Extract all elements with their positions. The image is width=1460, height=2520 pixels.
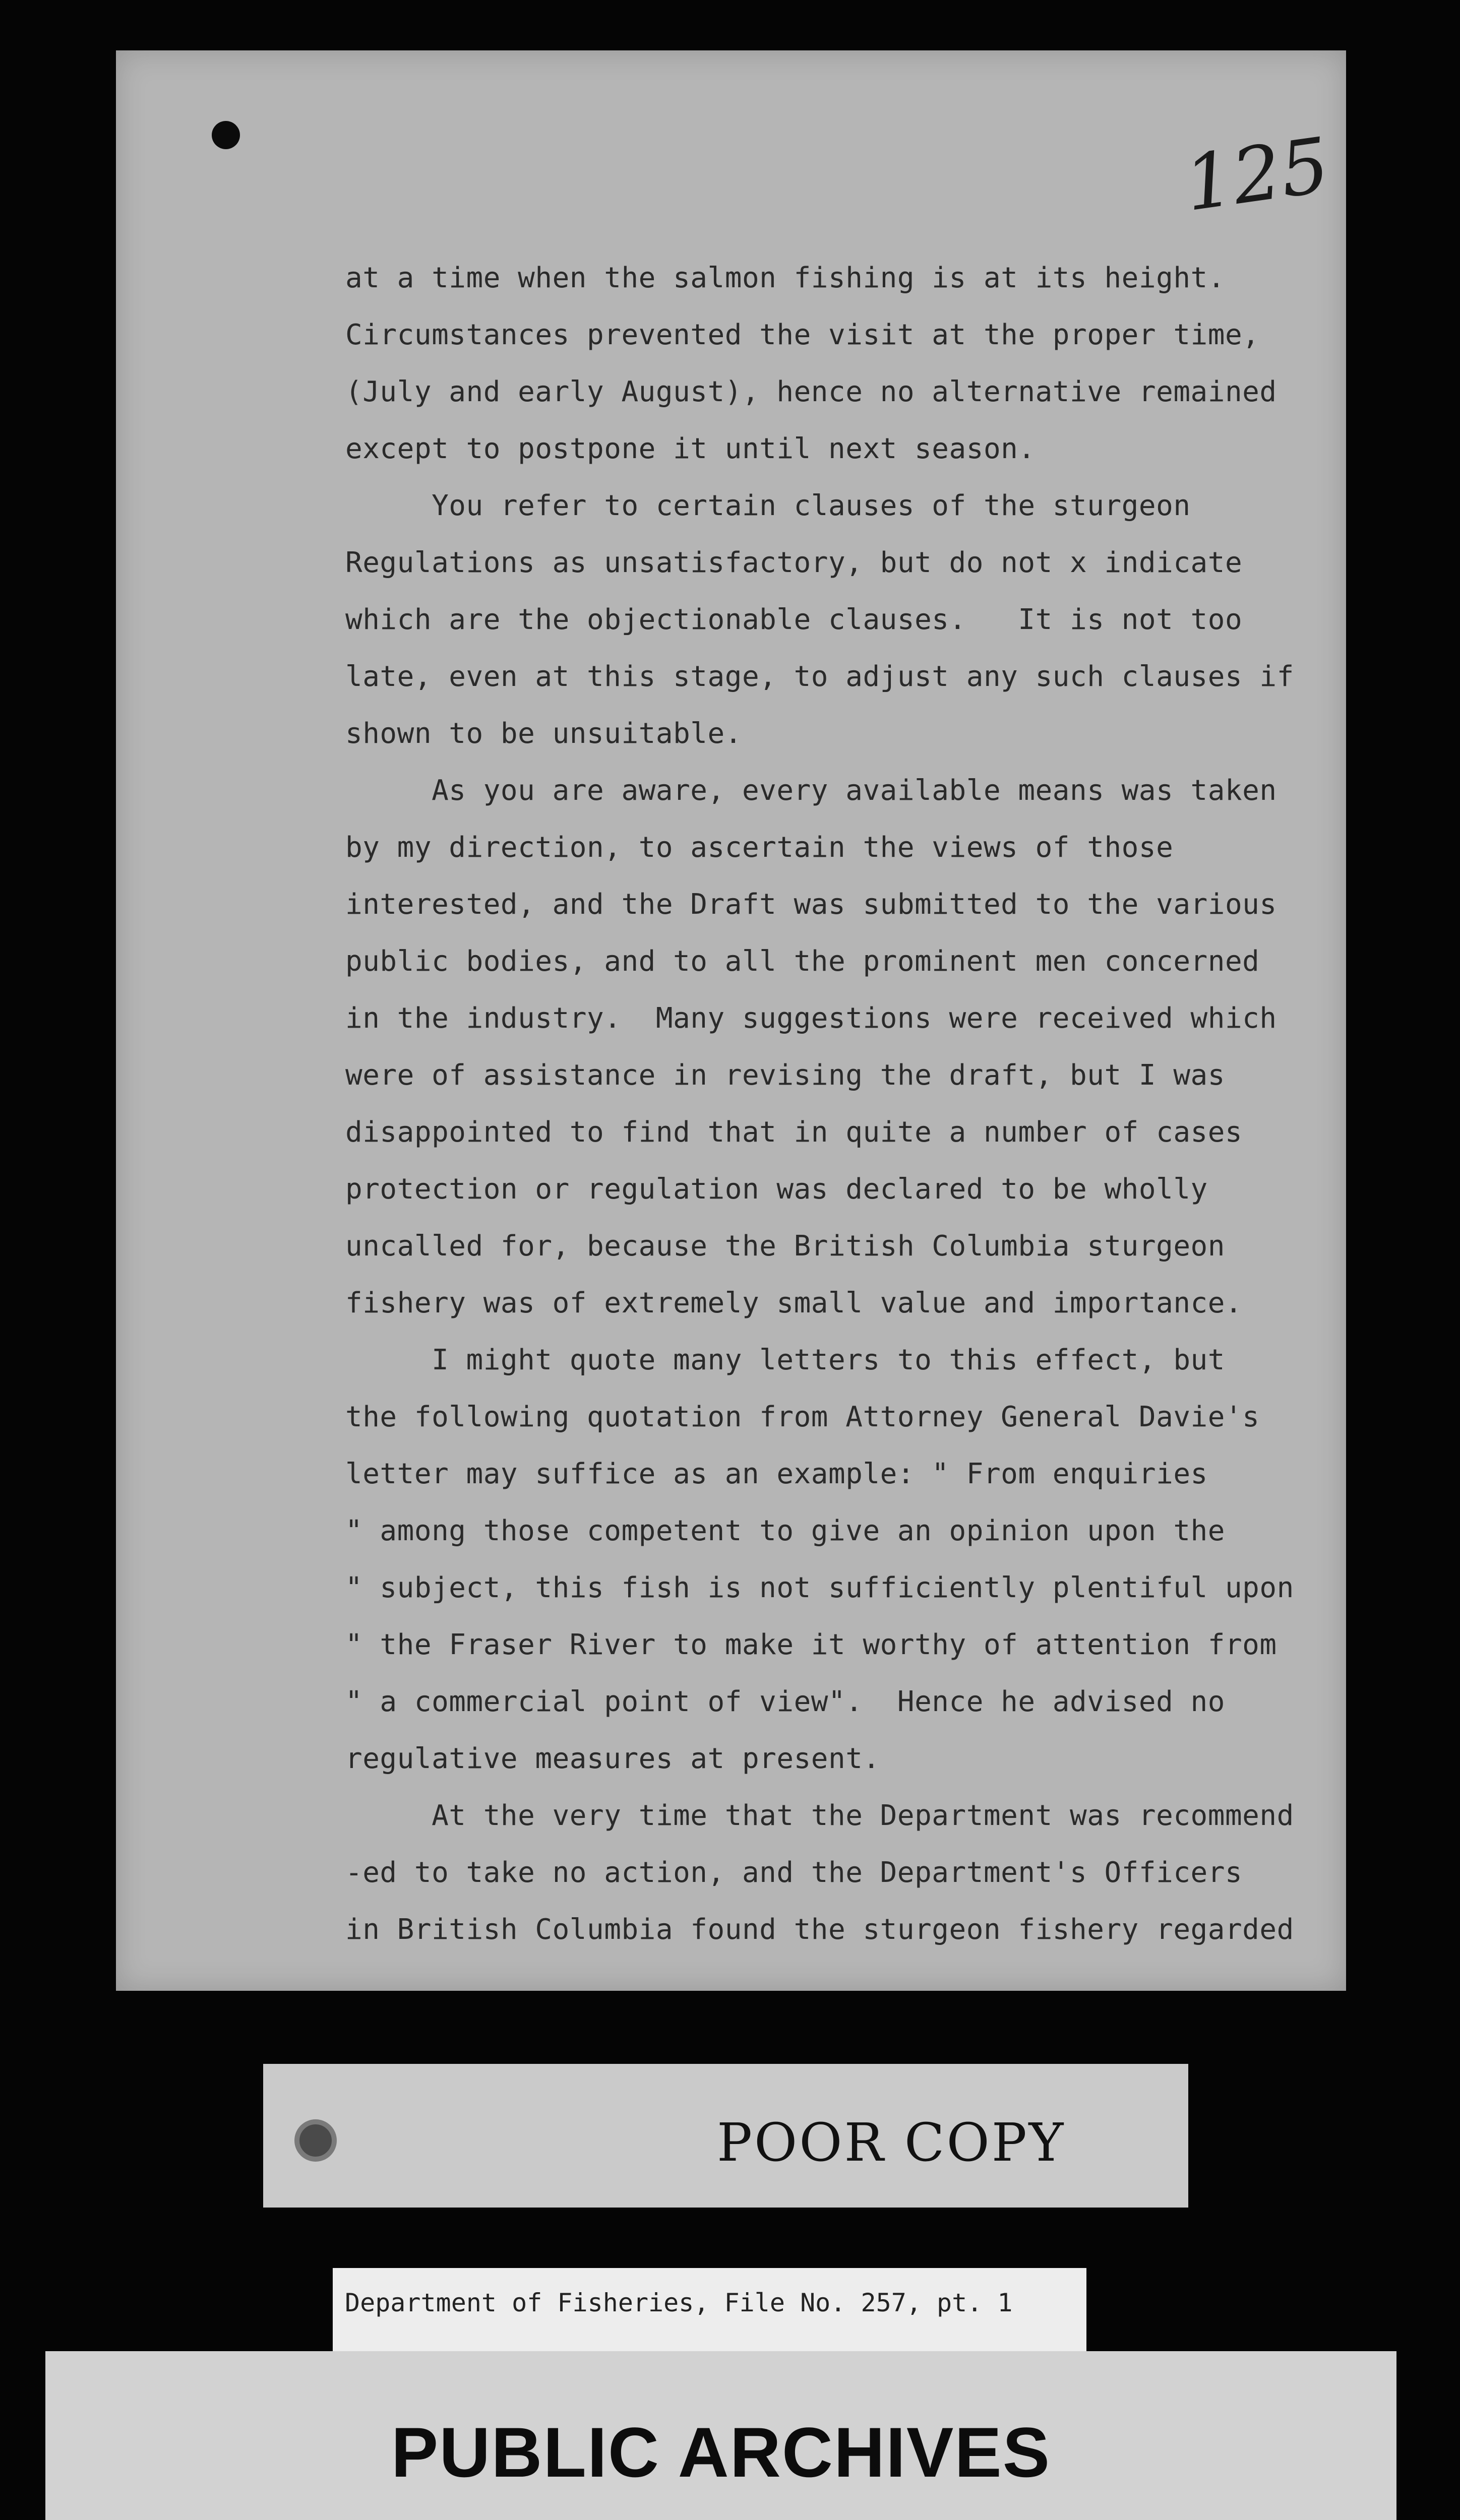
text-line: shown to be unsuitable.	[345, 717, 742, 750]
text-line: I might quote many letters to this effect, but	[345, 1344, 1225, 1376]
text-line: Regulations as unsatisfactory, but do not x indicate	[345, 546, 1243, 579]
text-line: late, even at this stage, to adjust any such clauses if	[345, 660, 1294, 693]
page-number: 125	[1179, 121, 1335, 229]
text-line: were of assistance in revising the draft, but I was	[345, 1059, 1225, 1092]
grommet-hole	[294, 2119, 337, 2162]
text-line: fishery was of extremely small value and importance.	[345, 1287, 1243, 1319]
text-line: (July and early August), hence no alternative remained	[345, 375, 1277, 408]
text-line: " among those competent to give an opinion upon the	[345, 1515, 1225, 1547]
text-line: Circumstances prevented the visit at the proper time,	[345, 319, 1260, 351]
text-line: protection or regulation was declared to be wholly	[345, 1173, 1208, 1206]
text-line: letter may suffice as an example: " From enquiries	[345, 1458, 1208, 1490]
poor-copy-label: POOR COPY	[717, 2112, 1066, 2173]
file-reference-label: Department of Fisheries, File No. 257, pt. 1	[333, 2268, 1086, 2351]
letter-text	[345, 249, 1293, 1958]
text-line: " subject, this fish is not sufficiently plentiful upon	[345, 1571, 1294, 1604]
archives-stamp	[45, 2351, 1396, 2520]
poor-copy-tag	[263, 2064, 1188, 2208]
text-line: interested, and the Draft was submitted to the various	[345, 888, 1277, 921]
text-line: in British Columbia found the sturgeon fishery regarded	[345, 1913, 1294, 1946]
text-line: uncalled for, because the British Columbia sturgeon	[345, 1230, 1225, 1263]
text-line: regulative measures at present.	[345, 1742, 880, 1775]
text-line: public bodies, and to all the prominent men concerned	[345, 945, 1260, 978]
text-line: At the very time that the Department was recommend	[345, 1799, 1294, 1832]
text-line: " a commercial point of view". Hence he advised no	[345, 1685, 1225, 1718]
text-line: -ed to take no action, and the Department's Officers	[345, 1856, 1243, 1889]
archives-line-english: PUBLIC ARCHIVES	[391, 2413, 1051, 2492]
text-line: which are the objectionable clauses. It is not too	[345, 603, 1243, 636]
text-line: " the Fraser River to make it worthy of attention from	[345, 1628, 1277, 1661]
letter-page	[116, 50, 1346, 1991]
text-line: by my direction, to ascertain the views of those	[345, 831, 1174, 864]
text-line: disappointed to find that in quite a number of cases	[345, 1116, 1243, 1149]
text-line: at a time when the salmon fishing is at its height.	[345, 262, 1225, 294]
text-line: You refer to certain clauses of the sturgeon	[345, 489, 1191, 522]
text-line: As you are aware, every available means was taken	[345, 774, 1277, 807]
text-line: except to postpone it until next season.	[345, 432, 1036, 465]
punch-hole	[212, 121, 240, 149]
text-line: in the industry. Many suggestions were received which	[345, 1002, 1277, 1035]
text-line: the following quotation from Attorney General Davie's	[345, 1401, 1260, 1433]
